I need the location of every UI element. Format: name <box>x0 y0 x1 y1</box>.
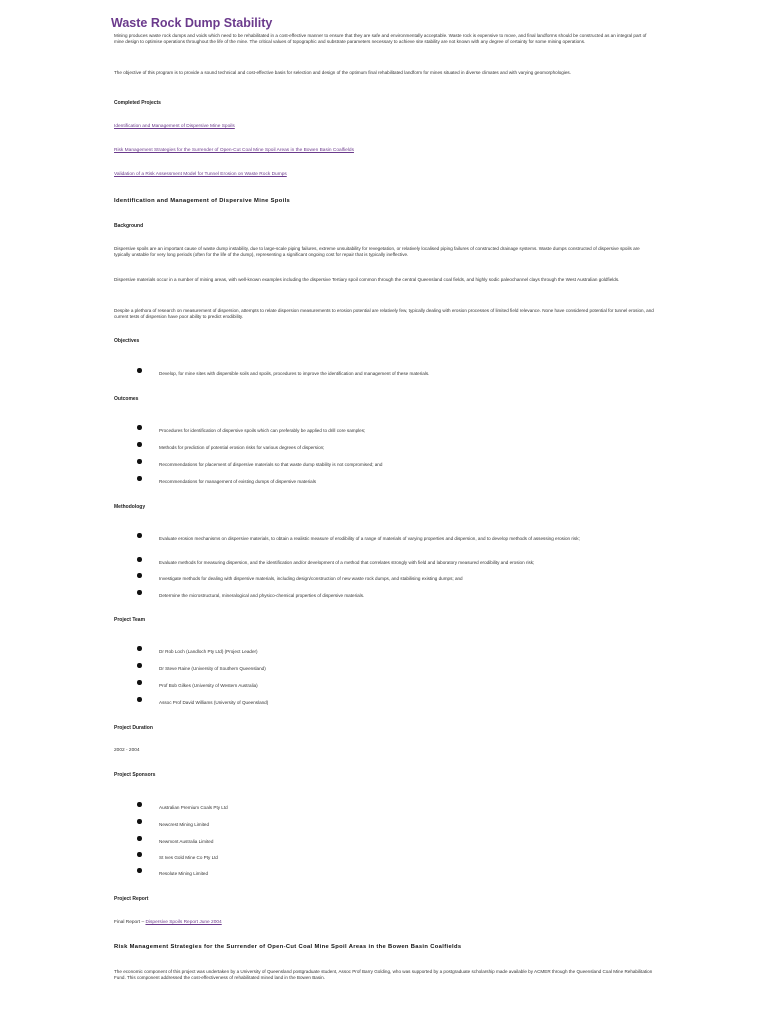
project-duration-value: 2002 - 2004 <box>114 748 140 753</box>
bullet-icon <box>137 868 142 873</box>
list-item: Resolute Mining Limited <box>137 868 657 882</box>
objective-paragraph: The objective of this program is to provide a sound technical and cost-effective basis for selection and design of the optimum final rehabilitated landform for mines situated in diverse climates and with varying geomorphologies. <box>114 70 571 75</box>
list-item: Dr Rob Loch (Landloch Pty Ltd) (Project Leader) <box>137 646 657 660</box>
list-item: Recommendations for management of existing dumps of dispersive materials <box>137 476 657 490</box>
list-item: Australian Premium Coals Pty Ltd <box>137 802 657 816</box>
list-item: Newmont Australia Limited <box>137 836 657 850</box>
project-sponsors-heading: Project Sponsors <box>114 772 156 778</box>
project-team-heading: Project Team <box>114 617 146 623</box>
bullet-icon <box>137 573 142 578</box>
completed-projects-heading: Completed Projects <box>114 100 161 106</box>
background-paragraph: Dispersive materials occur in a number of mining areas, with well-known examples including the dispersive Tertiary spoil common through the central Queensland coal fields, and highly sodic paleochannel clays through the West Australian goldfields. <box>114 277 620 282</box>
bullet-icon <box>137 697 142 702</box>
list-item: St Ives Gold Mine Co Pty Ltd <box>137 852 657 866</box>
bullet-icon <box>137 836 142 841</box>
outcomes-heading: Outcomes <box>114 396 139 402</box>
intro-paragraph: Mining produces waste rock dumps and voids which need to be rehabilitated in a cost-effective manner to ensure that they are safe and environmentally acceptable. Waste rock is expensive to move, and final landforms should be constructed as an integral part of mine design to optimise operations throughout the life of the mine. The critical values of topographic and substrate parameters necessary to achieve site stability are not known with any degree of certainty for some mining operations. <box>114 33 647 44</box>
link-dispersive-spoils[interactable]: Identification and Management of Dispersive Mine Spoils <box>114 124 235 129</box>
objectives-heading: Objectives <box>114 338 140 344</box>
bullet-icon <box>137 646 142 651</box>
report-prefix: Final Report – <box>114 920 146 925</box>
list-item: Evaluate erosion mechanisms on dispersive materials, to obtain a realistic measure of erodibility of a range of materials of varying properties and dispersion, and to develop methods of assessing erosion risk; <box>137 533 657 549</box>
background-paragraph: Despite a plethora of research on measurement of dispersion, attempts to relate dispersion measurements to erosion potential are relatively few, typically dealing with erosion processes of limited field relevance. None have considered potential for tunnel erosion, and current tests of dispersion have poor ability to predict erodibility. <box>114 308 654 319</box>
list-item: Recommendations for placement of dispersive materials so that waste dump stability is not compromised; and <box>137 459 657 473</box>
list-item: Procedures for identification of dispersive spoils which can preferably be applied to drill core samples; <box>137 425 657 439</box>
bullet-icon <box>137 680 142 685</box>
project-duration-heading: Project Duration <box>114 725 153 731</box>
report-link[interactable]: Dispersive Spoils Report June 2004 <box>145 920 222 925</box>
bullet-icon <box>137 442 142 447</box>
list-item: Newcrest Mining Limited <box>137 819 657 833</box>
bullet-icon <box>137 557 142 562</box>
page-title: Waste Rock Dump Stability <box>111 16 273 30</box>
link-risk-management[interactable]: Risk Management Strategies for the Surrender of Open-Cut Coal Mine Spoil Areas in the Bowen Basin Coalfields <box>114 148 354 153</box>
project-report-heading: Project Report <box>114 896 149 902</box>
bullet-icon <box>137 476 142 481</box>
bullet-icon <box>137 368 142 373</box>
methodology-heading: Methodology <box>114 504 146 510</box>
section-risk-title: Risk Management Strategies for the Surrender of Open-Cut Coal Mine Spoil Areas in the Bowen Basin Coalfields <box>114 944 462 950</box>
list-item: Develop, for mine sites with dispersible soils and spoils, procedures to improve the identification and management of these materials. <box>137 368 657 382</box>
bullet-icon <box>137 802 142 807</box>
risk-paragraph: The economic component of this project was undertaken by a University of Queensland postgraduate student, Assoc Prof Barry Golding, who was supported by a postgraduate scholarship made available by ACMER through the Queensland Coal Mine Rehabilitation Fund. This component addressed the cost-effectiveness of rehabilitated mined land in the Bowen Basin. <box>114 969 653 980</box>
bullet-icon <box>137 459 142 464</box>
list-item: Determine the microstructural, mineralogical and physico-chemical properties of dispersive materials. <box>137 590 657 604</box>
bullet-icon <box>137 533 142 538</box>
background-paragraph: Dispersive spoils are an important cause of waste dump instability, due to large-scale piping failures, extreme unsuitability for revegetation, or relatively localised piping failures of constructed drainage systems. Waste dumps constructed of dispersive spoils are typically unstable for very long periods (often for the life of the dump), representing a significant ongoing cost for repair that is typically ineffective. <box>114 246 640 257</box>
bullet-icon <box>137 852 142 857</box>
section-dispersive-title: Identification and Management of Dispersive Mine Spoils <box>114 198 291 204</box>
list-item: Evaluate methods for measuring dispersion, and the identification and/or development of a method that correlates strongly with field and laboratory measured erodibility and erosion risk; <box>137 557 657 571</box>
background-heading: Background <box>114 223 144 229</box>
project-report-line <box>114 920 222 925</box>
bullet-icon <box>137 425 142 430</box>
link-tunnel-erosion[interactable]: Validation of a Risk Assessment Model for Tunnel Erosion on Waste Rock Dumps <box>114 172 287 177</box>
list-item: Investigate methods for dealing with dispersive materials, including design/construction of new waste rock dumps, and stabilising existing dumps; and <box>137 573 657 587</box>
bullet-icon <box>137 590 142 595</box>
list-item: Assoc Prof David Williams (University of Queensland) <box>137 697 657 711</box>
bullet-icon <box>137 819 142 824</box>
list-item: Methods for prediction of potential erosion risks for various degrees of dispersion; <box>137 442 657 456</box>
bullet-icon <box>137 663 142 668</box>
list-item: Prof Bob Gilkes (University of Western Australia) <box>137 680 657 694</box>
list-item: Dr Steve Raine (University of Southern Queensland) <box>137 663 657 677</box>
